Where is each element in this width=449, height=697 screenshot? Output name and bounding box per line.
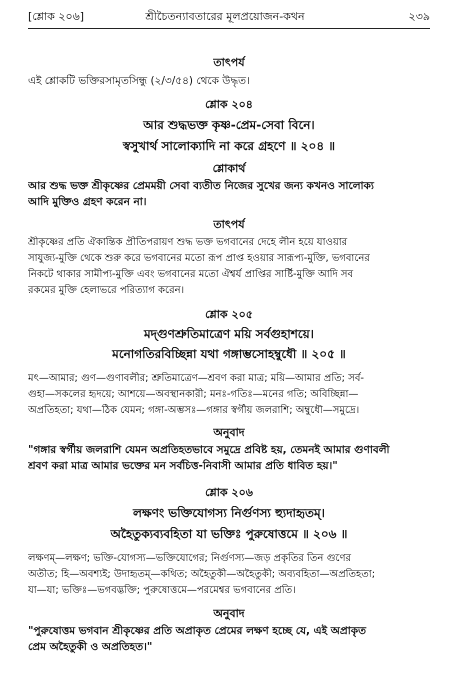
verse-line: অহৈতুক্যব্যবহিতা যা ভক্তিঃ পুরুষোত্তমে ॥ ২০৬ ॥ xyxy=(110,527,348,541)
running-head-title: শ্রীচৈতন্যাবতারের মূলপ্রয়োজন-কথন xyxy=(145,10,305,23)
synonyms-line: গুহা—সকলের হৃদয়ে; আশয়ে—অবস্থানকারী; মনঃ-গতিঃ—মনের গতি; অবিচ্ছিন্না— xyxy=(28,389,359,400)
section-heading-purport: তাৎপর্য xyxy=(213,218,245,231)
body-text-line: নিকটে থাকার সামীপ্য-মুক্তি এবং ভগবানের মতো ঐশ্বর্য প্রাপ্তির সার্ষ্টি-মুক্তি আদি সব xyxy=(28,269,354,280)
section-heading-translation: অনুবাদ xyxy=(213,426,245,439)
translation-line: "গঙ্গার স্বর্গীয় জলরাশি যেমন অপ্রতিহতভাবে সমুদ্রে প্রবিষ্ট হয়, তেমনই আমার গুণাবলী xyxy=(28,444,390,456)
section-heading-purport: তাৎপর্য xyxy=(213,56,245,69)
translation-line: শ্রবণ করা মাত্র আমার ভক্তের মন সর্বচিত্ত-নিবাসী আমার প্রতি ধাবিত হয়।" xyxy=(28,460,338,472)
header-rule xyxy=(28,28,430,29)
verse-heading: শ্লোক ২০৫ xyxy=(205,308,253,321)
verse-line: স্বসুখার্থ সালোক্যাদি না করে গ্রহণে ॥ ২০৪ ॥ xyxy=(122,139,336,153)
synonyms-line: যা—যা; ভক্তিঃ—ভগবদ্ভক্তি; পুরুষোত্তমে—পরমেশ্বর ভগবানের প্রতি। xyxy=(28,585,296,596)
body-text-line: সাযুজ্য-মুক্তি থেকে শুরু করে ভগবানের মতো রূপ প্রাপ্ত হওয়ার সারূপ্য-মুক্তি, ভগবানের xyxy=(28,253,370,264)
synonyms-line: অতীত; হি—অবশ্যই; উদাহৃতম্—কথিত; অহৈতুকী—অহৈতুকী; অব্যবহিতা—অপ্রতিহতা; xyxy=(28,569,376,580)
translation-line: আদি মুক্তিও গ্রহণ করেন না। xyxy=(28,196,147,208)
synonyms-line: লক্ষণম্—লক্ষণ; ভক্তি-যোগস্য—ভক্তিযোগের; নির্গুণস্য—জড় প্রকৃতির তিন গুণের xyxy=(28,553,352,564)
verse-heading: শ্লোক ২০৬ xyxy=(205,486,253,499)
body-text-line: শ্রীকৃষ্ণের প্রতি ঐকান্তিক প্রীতিপরায়ণ শুদ্ধ ভক্ত ভগবানের দেহে লীন হয়ে যাওয়ার xyxy=(28,237,348,248)
section-heading-translation: শ্লোকার্থ xyxy=(212,162,246,175)
synonyms-line: অপ্রতিহতা; যথা—ঠিক যেমন; গঙ্গা-অম্ভসঃ—গঙ্গার স্বর্গীয় জলরাশি; অম্বুধৌ—সমুদ্রে। xyxy=(28,405,360,416)
translation-line: আর শুদ্ধ ভক্ত শ্রীকৃষ্ণের প্রেমময়ী সেবা ব্যতীত নিজের সুখের জন্য কখনও সালোক্য xyxy=(28,180,374,192)
body-text-line: এই শ্লোকটি ভক্তিরসামৃতসিন্ধু (২/৩/৫৪) থেকে উদ্ধৃত। xyxy=(28,75,250,87)
translation-line: "পুরুষোত্তম ভগবান শ্রীকৃষ্ণের প্রতি অপ্রাকৃত প্রেমের লক্ষণ হচ্ছে যে, এই অপ্রাকৃত xyxy=(28,625,366,637)
body-text-line: রকমের মুক্তি হেলাভরে পরিত্যাগ করেন। xyxy=(28,285,185,296)
page-number: ২৩৯ xyxy=(408,10,430,23)
running-head-verse-ref: [শ্লোক ২০৬] xyxy=(28,10,85,23)
translation-line: প্রেম অহৈতুকী ও অপ্রতিহত।" xyxy=(28,641,153,653)
verse-line: মনোগতিরবিচ্ছিন্না যথা গঙ্গাম্ভসোহম্বুধৌ ॥ ২০৫ ॥ xyxy=(112,347,346,361)
synonyms-line: মৎ—আমার; গুণ—গুণাবলীর; শ্রুতিমাত্রেণ—শ্রবণ করা মাত্র; ময়ি—আমার প্রতি; সর্ব- xyxy=(28,373,365,384)
verse-line: লক্ষণং ভক্তিযোগস্য নির্গুণস্য হ্যুদাহৃতম্। xyxy=(133,506,325,520)
verse-line: মদ্গুণশ্রুতিমাত্রেণ ময়ি সর্বগুহাশয়ে। xyxy=(144,327,314,341)
section-heading-translation: অনুবাদ xyxy=(213,607,245,620)
verse-line: আর শুদ্ধভক্ত কৃষ্ণ-প্রেম-সেবা বিনে। xyxy=(143,118,315,132)
verse-heading: শ্লোক ২০৪ xyxy=(205,98,253,111)
